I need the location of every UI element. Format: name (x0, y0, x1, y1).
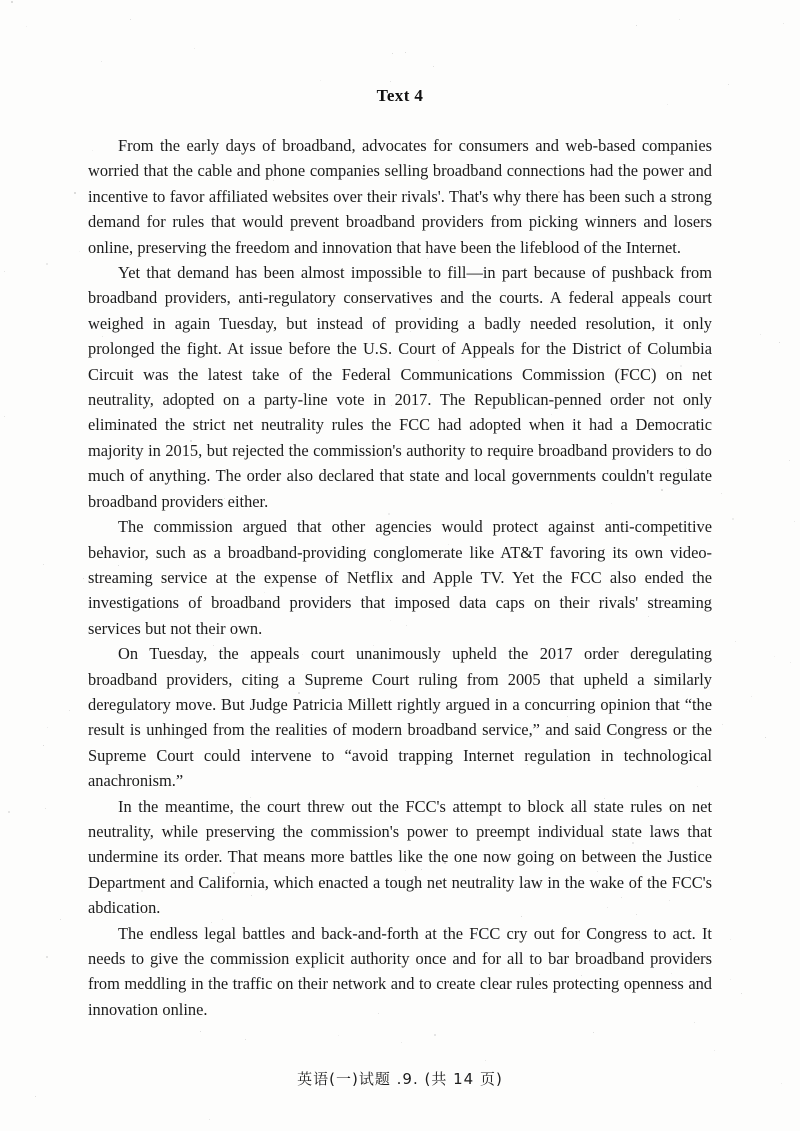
document-body (88, 0, 712, 1022)
paragraph: On Tuesday, the appeals court unanimously upheld the 2017 order deregulating broadband providers, citing a Supreme Court ruling from 2005 that upheld a similarly deregulatory move. But Judge Patricia Millett rightly argued in a concurring opinion that “the result is unhinged from the realities of modern broadband service,” and said Congress or the Supreme Court could intervene to “avoid trapping Internet regulation in technological anachronism.” (88, 644, 712, 791)
paragraph: The endless legal battles and back-and-forth at the FCC cry out for Congress to act. It needs to give the commission explicit authority once and for all to bar broadband providers from meddling in the traffic on their network and to create clear rules protecting openness and innovation online. (88, 923, 712, 1019)
passage-paragraphs (88, 133, 712, 1022)
page-footer: 英语(一)试题 .9. (共 14 页) (297, 1070, 503, 1088)
paragraph: From the early days of broadband, advocates for consumers and web-based companies worried that the cable and phone companies selling broadband connections had the power and incentive to favor affiliated websites over their rivals'. That's why there has been such a strong demand for rules that would prevent broadband providers from picking winners and losers online, preserving the freedom and innovation that have been the lifeblood of the Internet. (88, 136, 712, 257)
paragraph: The commission argued that other agencies would protect against anti-competitive behavior, such as a broadband-providing conglomerate like AT&T favoring its own video-streaming service at the expense of Netflix and Apple TV. Yet the FCC also ended the investigations of broadband providers that imposed data caps on their rivals' streaming services but not their own. (88, 517, 712, 638)
paragraph: Yet that demand has been almost impossible to fill—in part because of pushback from broadband providers, anti-regulatory conservatives and the courts. A federal appeals court weighed in again Tuesday, but instead of providing a badly needed resolution, it only prolonged the fight. At issue before the U.S. Court of Appeals for the District of Columbia Circuit was the latest take of the Federal Communications Commission (FCC) on net neutrality, adopted on a party-line vote in 2017. The Republican-penned order not only eliminated the strict net neutrality rules the FCC had adopted when it had a Democratic majority in 2015, but rejected the commission's authority to require broadband providers to do much of anything. The order also declared that state and local governments couldn't regulate broadband providers either. (88, 263, 712, 511)
paragraph: In the meantime, the court threw out the FCC's attempt to block all state rules on net neutrality, while preserving the commission's power to preempt individual state laws that undermine its order. That means more battles like the one now going on between the Justice Department and California, which enacted a tough net neutrality law in the wake of the FCC's abdication. (88, 796, 712, 918)
page-title: Text 4 (376, 86, 424, 105)
